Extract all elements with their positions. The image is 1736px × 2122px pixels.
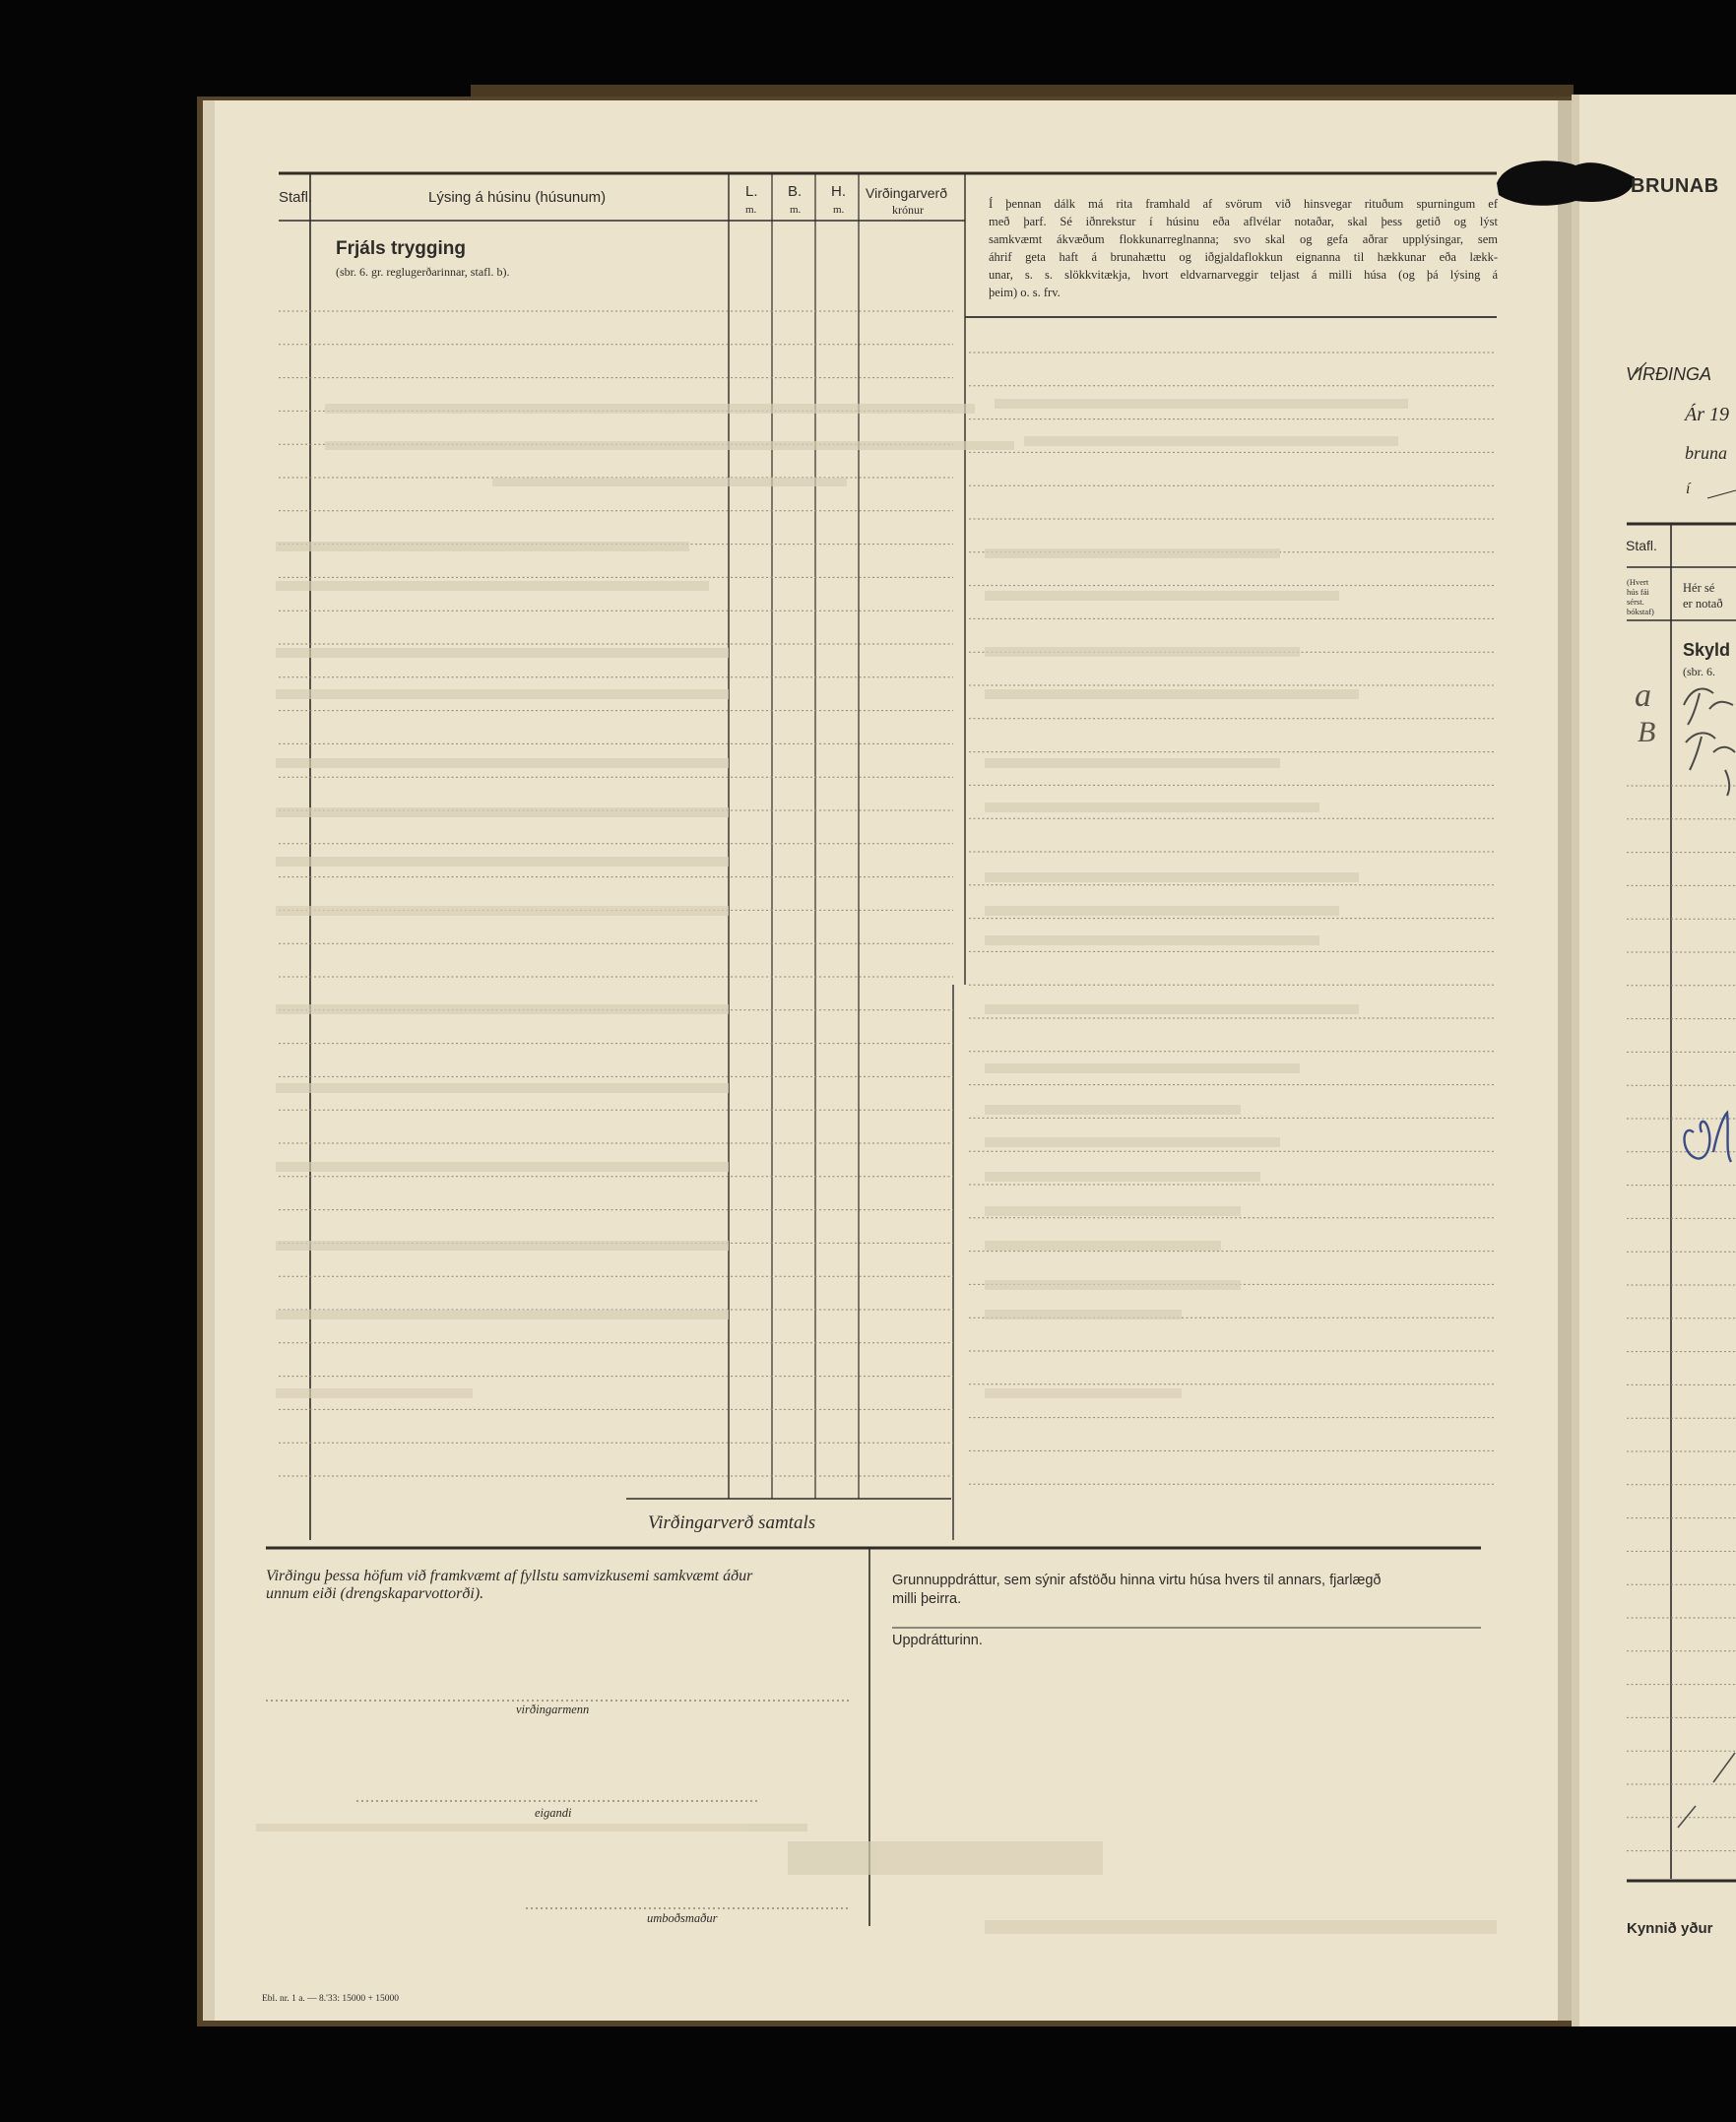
header-h-unit: m. [833,204,845,216]
right-column-note: er notað [1683,597,1723,611]
right-title-fragment: VIRÐINGA [1626,364,1712,384]
right-i-fragment: í [1686,481,1691,497]
header-b: B. [788,183,803,200]
side-note [989,195,1498,301]
side-note-line: áhrif geta haft á brunahættu og iðgjaldaflokkun eignanna til hækkunar eða lækk- [989,250,1498,264]
header-lysing: Lýsing á húsinu (húsunum) [428,189,607,206]
signature-label-virdingarmenn: virðingarmenn [516,1703,590,1716]
header-l-unit: m. [745,204,757,216]
right-header-fragment: BRUNAB [1631,175,1719,197]
side-note-line: Í þennan dálk má rita framhald af svörum við hinsvegar rituðum spurningum ef [989,197,1498,211]
plan-description-line: Grunnuppdráttur, sem sýnir afstöðu hinna virtu húsa hvers til annars, fjarlægð [892,1573,1382,1588]
header-h: H. [831,183,846,200]
header-stafl: Stafl. [279,189,313,206]
side-note-line: unar, s. s. slökkvitækja, hvort eldvarnarveggir teljast á milli húsa (og þá lýsing á [989,268,1498,282]
declaration-line: unnum eiði (drengskaparvottorði). [266,1585,484,1602]
right-stafl-note: hús fái [1627,587,1649,597]
signature-label-eigandi: eigandi [535,1806,572,1820]
plan-label: Uppdrátturinn. [892,1633,983,1648]
side-note-line: samkvæmt ákvæðum flokkunarreglnanna; svo skal og gefa aðrar upplýsingar, sem [989,232,1498,246]
row-letter-b: B [1638,716,1656,748]
right-section-title-fragment: Skyld [1683,640,1731,660]
side-note-line: þeim) o. s. frv. [989,286,1061,299]
handwriting-fragment [1674,679,1736,798]
header-b-unit: m. [790,204,802,216]
side-note-line: með þarf. Sé iðnrekstur í húsinu eða aflvélar notaðar, skal þess getið og lýst [989,215,1498,228]
header-l: L. [745,183,758,200]
handwriting-signature-fragment [1674,1103,1736,1172]
section-ref: (sbr. 6. gr. reglugerðarinnar, stafl. b). [336,265,510,279]
total-label: Virðingarverð samtals [648,1512,816,1533]
row-letter-a: a [1635,677,1651,714]
header-virdingarverd: Virðingarverð [866,185,948,201]
right-stafl-note: (Hvert [1627,577,1649,587]
right-footer-fragment: Kynnið yður [1627,1920,1713,1937]
right-stafl-note: bókstaf) [1627,607,1654,616]
right-year-fragment: Ár 19 [1685,404,1729,425]
right-bruna-fragment: bruna [1685,443,1728,463]
section-title: Frjáls trygging [336,238,466,259]
signature-label-umbodsmadur: umboðsmaður [647,1911,718,1925]
footer-print-code: Ebl. nr. 1 a. — 8.'33: 15000 + 15000 [262,1994,400,2004]
right-section-ref-fragment: (sbr. 6. [1683,665,1715,678]
plan-sketch-fragment [1674,1733,1736,1832]
gutter-shadow [1558,100,1572,2021]
right-header-stafl: Stafl. [1626,538,1657,553]
declaration-line: Virðingu þessa höfum við framkvæmt af fyllstu samvizkusemi samkvæmt áður [266,1568,753,1584]
header-virdingarverd-unit: krónur [892,203,924,217]
right-stafl-note: sérst. [1627,597,1644,607]
plan-description-line: milli þeirra. [892,1591,962,1607]
left-page [203,100,1570,2021]
right-column-note: Hér sé [1683,581,1715,595]
